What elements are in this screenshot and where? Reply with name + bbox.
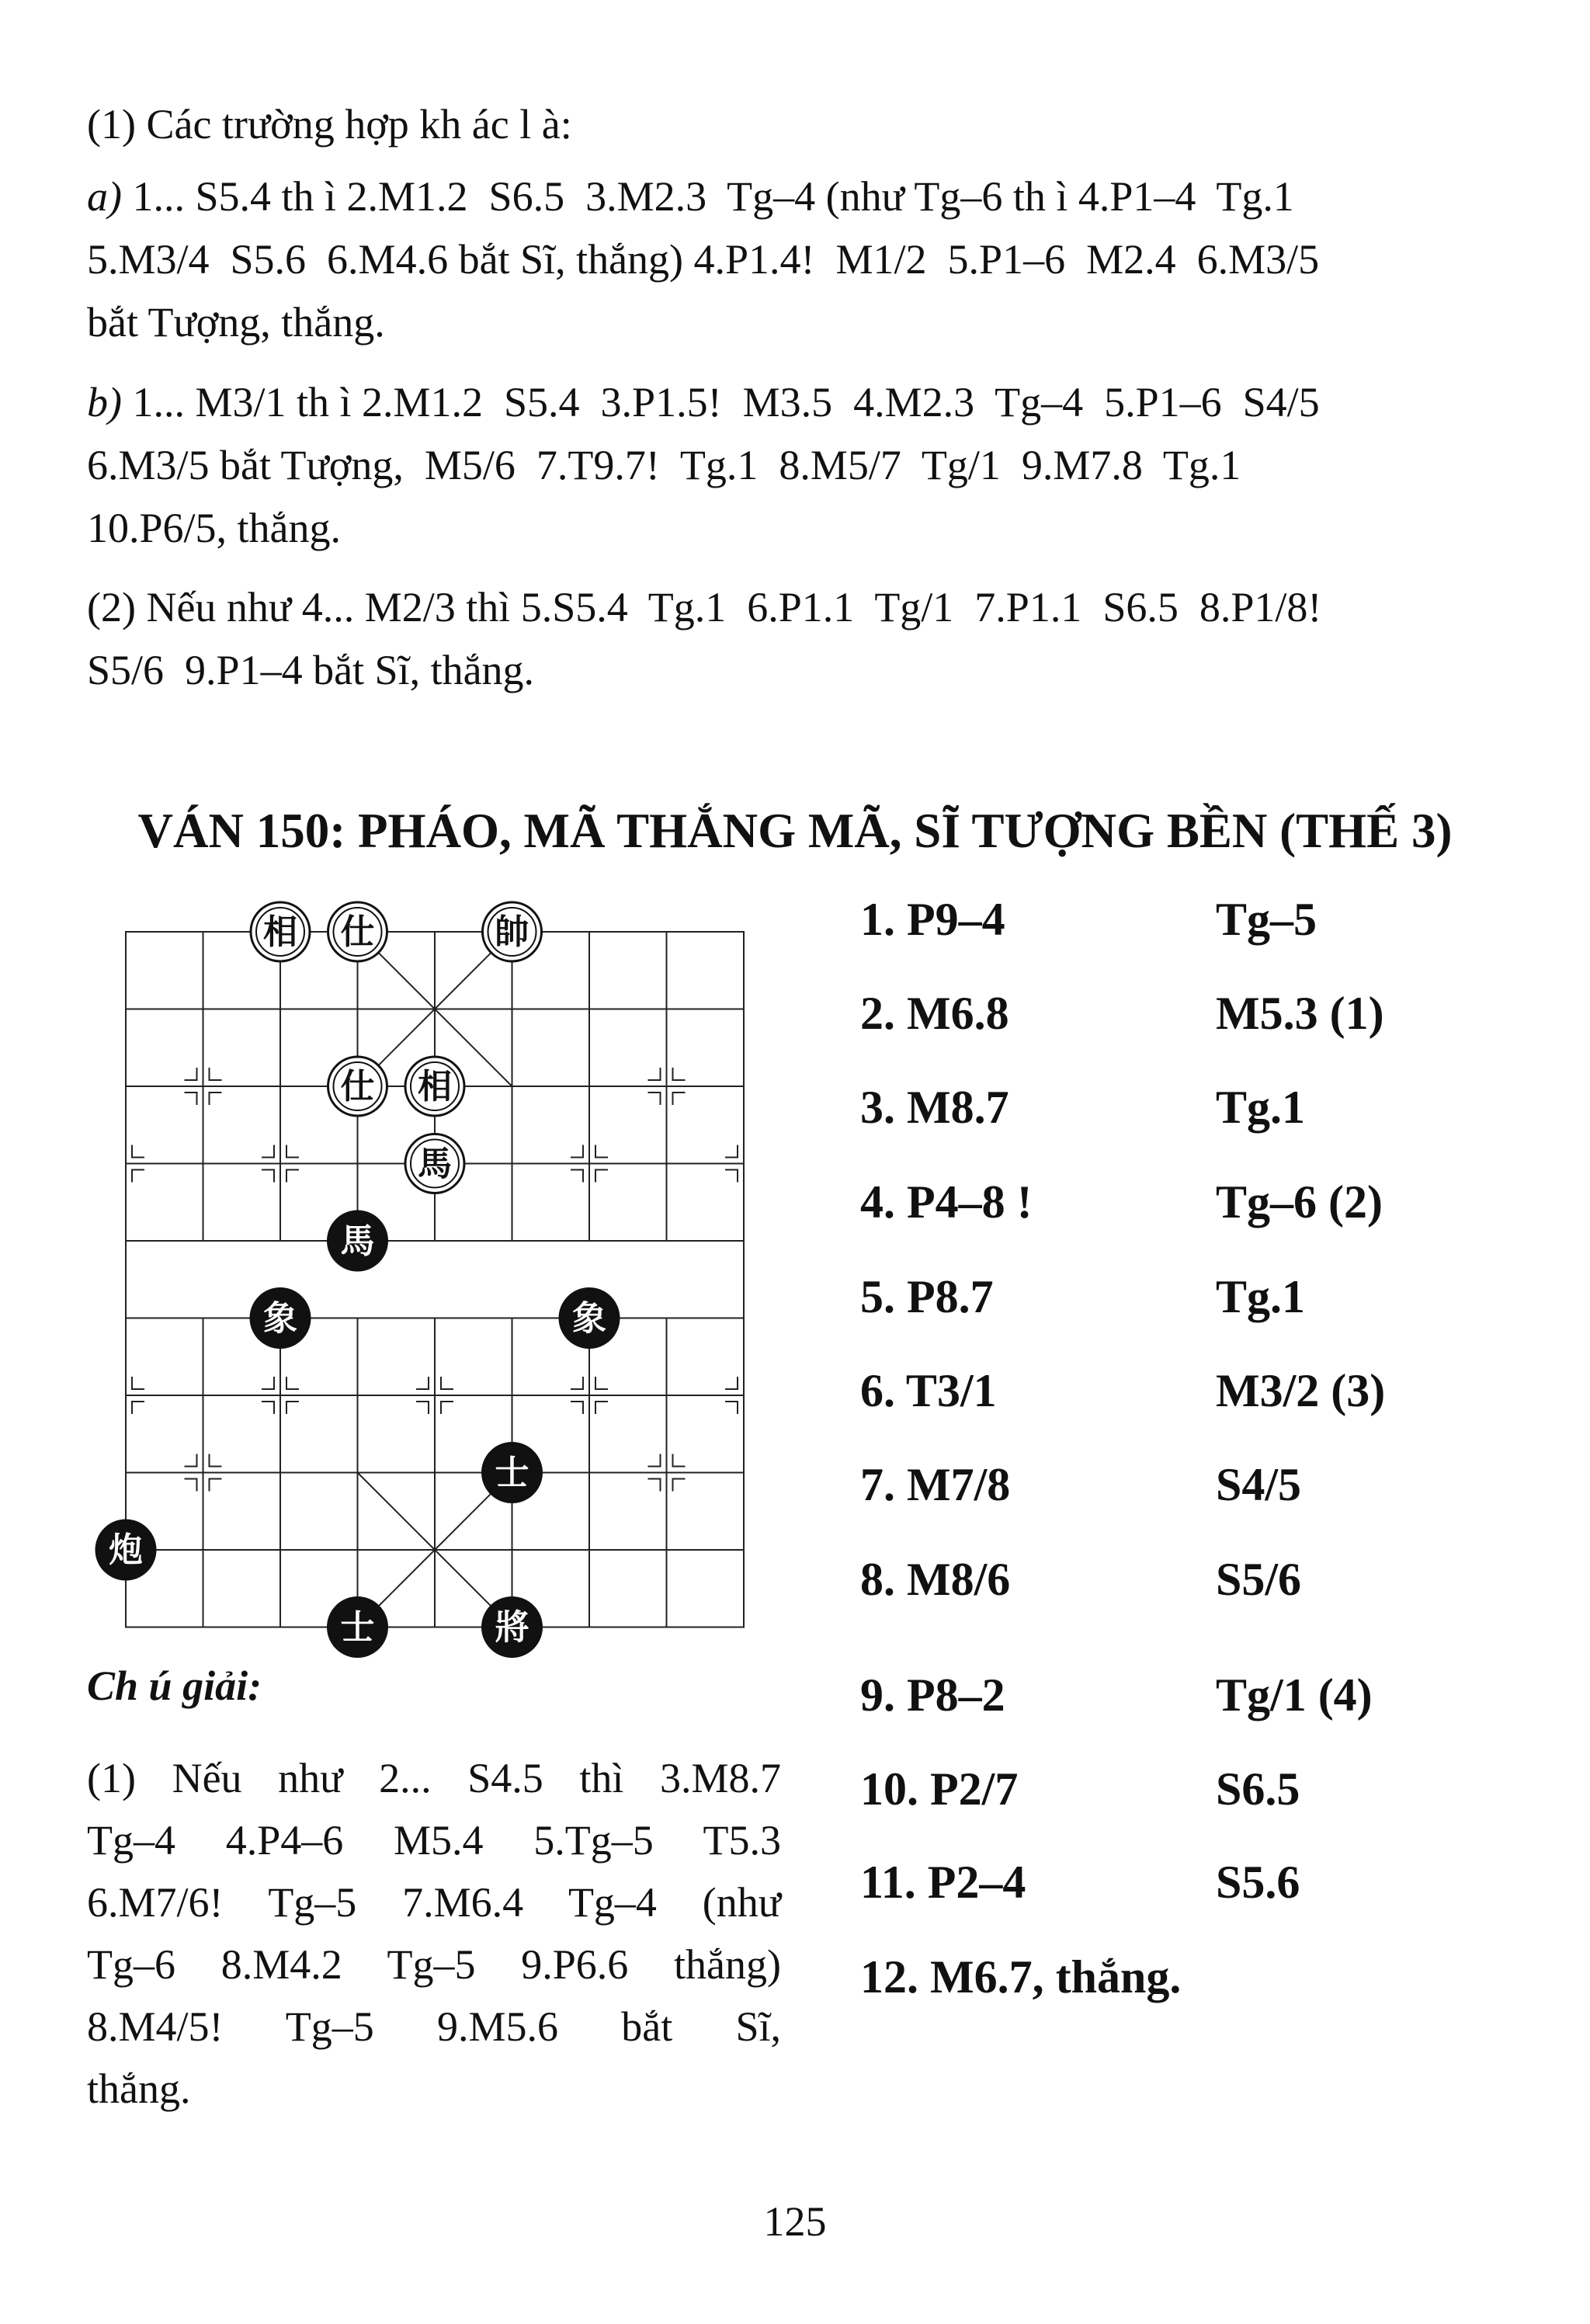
- note-a-line: bắt Tượng, thắng.: [87, 299, 385, 346]
- move-number: 1.: [860, 894, 895, 945]
- note-a-label: a): [87, 173, 122, 220]
- point-marker: [132, 1145, 144, 1158]
- move-row: [860, 1176, 1543, 1238]
- red-elephant-2-label: 相: [418, 1067, 452, 1106]
- point-marker: [286, 1402, 299, 1414]
- note-a: [87, 165, 1496, 354]
- move-number: 2.: [860, 988, 895, 1039]
- black-move: M5.3 (1): [1216, 988, 1384, 1039]
- point-marker: [210, 1068, 222, 1080]
- black-king-label: 將: [495, 1607, 529, 1648]
- note-line: thắng.: [87, 2065, 191, 2112]
- note-2-line: S5/6 9.P1–4 bắt Sĩ, thắng.: [87, 647, 535, 693]
- white-move: P9–4: [907, 894, 1005, 945]
- point-marker: [648, 1093, 661, 1105]
- move-row: [860, 1364, 1543, 1426]
- black-move: M3/2 (3): [1216, 1365, 1386, 1416]
- black-cannon-label: 炮: [109, 1530, 143, 1570]
- black-horse-label: 馬: [340, 1221, 375, 1261]
- point-marker: [595, 1170, 608, 1183]
- point-marker: [210, 1454, 222, 1467]
- white-move: M6.8: [907, 988, 1009, 1039]
- note-b-line: 6.M3/5 bắt Tượng, M5/6 7.T9.7! Tg.1 8.M5/7 Tg/1 9.M7.8 Tg.1: [87, 442, 1241, 488]
- note-a-line: 5.M3/4 S5.6 6.M4.6 bắt Sĩ, thắng) 4.P1.4! M1/2 5.P1–6 M2.4 6.M3/5: [87, 236, 1320, 283]
- move-row: [860, 1270, 1543, 1332]
- white-move: M8/6: [907, 1554, 1011, 1605]
- final-move: 12. M6.7, thắng.: [860, 1951, 1182, 2003]
- white-move: P2–4: [927, 1857, 1026, 1908]
- point-marker: [185, 1454, 197, 1467]
- point-marker: [673, 1479, 686, 1492]
- point-marker: [648, 1068, 661, 1080]
- note-line: Tg–4 4.P4–6 M5.4 5.Tg–5 T5.3: [87, 1817, 781, 1864]
- move-list: [860, 893, 1543, 2019]
- point-marker: [725, 1402, 738, 1414]
- move-row: [860, 1553, 1543, 1615]
- move-number: 4.: [860, 1176, 895, 1228]
- move-number: 11.: [860, 1857, 916, 1908]
- point-marker: [132, 1377, 144, 1389]
- white-move: P2/7: [930, 1763, 1019, 1815]
- point-marker: [262, 1402, 274, 1414]
- note-intro: [87, 93, 1496, 156]
- page-number: 125: [763, 2198, 827, 2245]
- move-number: 9.: [860, 1669, 895, 1721]
- red-elephant-1-label: 相: [263, 912, 297, 952]
- move-number: 10.: [860, 1763, 918, 1815]
- black-move: Tg.1: [1216, 1082, 1306, 1133]
- black-move: Tg–6 (2): [1216, 1176, 1383, 1228]
- point-marker: [210, 1093, 222, 1105]
- move-row: [860, 1081, 1543, 1143]
- point-marker: [185, 1479, 197, 1492]
- point-marker: [595, 1377, 608, 1389]
- point-marker: [725, 1145, 738, 1158]
- note-b-line: 10.P6/5, thắng.: [87, 505, 342, 551]
- point-marker: [132, 1170, 144, 1183]
- point-marker: [262, 1145, 274, 1158]
- point-marker: [648, 1479, 661, 1492]
- black-advisor-2-label: 士: [340, 1607, 375, 1648]
- black-move: Tg/1 (4): [1216, 1669, 1373, 1721]
- note-line: Tg–6 8.M4.2 Tg–5 9.P6.6 thắng): [87, 1941, 781, 1988]
- white-move: T3/1: [905, 1365, 997, 1416]
- point-marker: [673, 1068, 686, 1080]
- black-move: S4/5: [1216, 1459, 1302, 1510]
- point-marker: [416, 1402, 429, 1414]
- move-row: [860, 893, 1543, 955]
- move-row: [860, 1951, 1543, 2013]
- point-marker: [185, 1068, 197, 1080]
- point-marker: [595, 1145, 608, 1158]
- black-elephant-1-label: 象: [263, 1298, 297, 1339]
- white-move: P8–2: [907, 1669, 1005, 1721]
- white-move: M7/8: [907, 1459, 1011, 1510]
- point-marker: [595, 1402, 608, 1414]
- game-title: VÁN 150: PHÁO, MÃ THẮNG MÃ, SĨ TƯỢNG BỀN (THẾ 3): [137, 804, 1453, 858]
- move-row: [860, 987, 1543, 1049]
- point-marker: [725, 1170, 738, 1183]
- black-move: Tg.1: [1216, 1271, 1306, 1322]
- note-line: 8.M4/5! Tg–5 9.M5.6 bắt Sĩ,: [87, 2003, 781, 2050]
- move-number: 7.: [860, 1459, 895, 1510]
- move-number: 5.: [860, 1271, 895, 1322]
- move-row: [860, 1669, 1543, 1731]
- point-marker: [286, 1377, 299, 1389]
- point-marker: [210, 1479, 222, 1492]
- black-elephant-2-label: 象: [572, 1298, 606, 1339]
- red-advisor-1-label: 仕: [340, 912, 375, 952]
- point-marker: [132, 1402, 144, 1414]
- move-row: [860, 1458, 1543, 1520]
- point-marker: [441, 1402, 453, 1414]
- black-move: S6.5: [1216, 1763, 1300, 1815]
- point-marker: [416, 1377, 429, 1389]
- point-marker: [286, 1170, 299, 1183]
- point-marker: [286, 1145, 299, 1158]
- note-b-line: 1... M3/1 th ì 2.M1.2 S5.4 3.P1.5! M3.5 4.M2.3 Tg–4 5.P1–6 S4/5: [121, 379, 1320, 426]
- note-line: (1) Nếu như 2... S4.5 thì 3.M8.7: [87, 1755, 781, 1801]
- black-move: S5.6: [1216, 1857, 1300, 1908]
- move-row: [860, 1856, 1543, 1918]
- move-number: 8.: [860, 1554, 895, 1605]
- note-b: [87, 371, 1496, 560]
- point-marker: [571, 1377, 583, 1389]
- note-2-line: (2) Nếu như 4... M2/3 thì 5.S5.4 Tg.1 6.P1.1 Tg/1 7.P1.1 S6.5 8.P1/8!: [87, 584, 1322, 631]
- white-move: P4–8 !: [907, 1176, 1033, 1228]
- point-marker: [571, 1170, 583, 1183]
- point-marker: [262, 1170, 274, 1183]
- point-marker: [441, 1377, 453, 1389]
- red-horse-label: 馬: [418, 1144, 452, 1184]
- move-number: 3.: [860, 1082, 895, 1133]
- point-marker: [648, 1454, 661, 1467]
- point-marker: [571, 1145, 583, 1158]
- note-line: 6.M7/6! Tg–5 7.M6.4 Tg–4 (như: [87, 1879, 781, 1926]
- point-marker: [725, 1377, 738, 1389]
- point-marker: [185, 1093, 197, 1105]
- point-marker: [673, 1454, 686, 1467]
- notes-title: Ch ú giải:: [87, 1662, 262, 1709]
- note-2: [87, 576, 1496, 702]
- white-move: M8.7: [907, 1082, 1009, 1133]
- note-b-label: b): [87, 379, 122, 426]
- xiangqi-board: [78, 901, 761, 1669]
- point-marker: [673, 1093, 686, 1105]
- point-marker: [262, 1377, 274, 1389]
- note-intro-text: (1) Các trường hợp kh ác l à:: [87, 101, 572, 148]
- note-a-line: 1... S5.4 th ì 2.M1.2 S6.5 3.M2.3 Tg–4 (như Tg–6 th ì 4.P1–4 Tg.1: [121, 173, 1294, 220]
- black-move: Tg–5: [1216, 894, 1317, 945]
- black-move: S5/6: [1216, 1554, 1302, 1605]
- move-row: [860, 1763, 1543, 1825]
- white-move: P8.7: [907, 1271, 994, 1322]
- black-advisor-1-label: 士: [495, 1453, 529, 1493]
- point-marker: [571, 1402, 583, 1414]
- move-number: 6.: [860, 1365, 895, 1416]
- red-advisor-2-label: 仕: [340, 1067, 375, 1106]
- red-king-label: 帥: [495, 912, 529, 952]
